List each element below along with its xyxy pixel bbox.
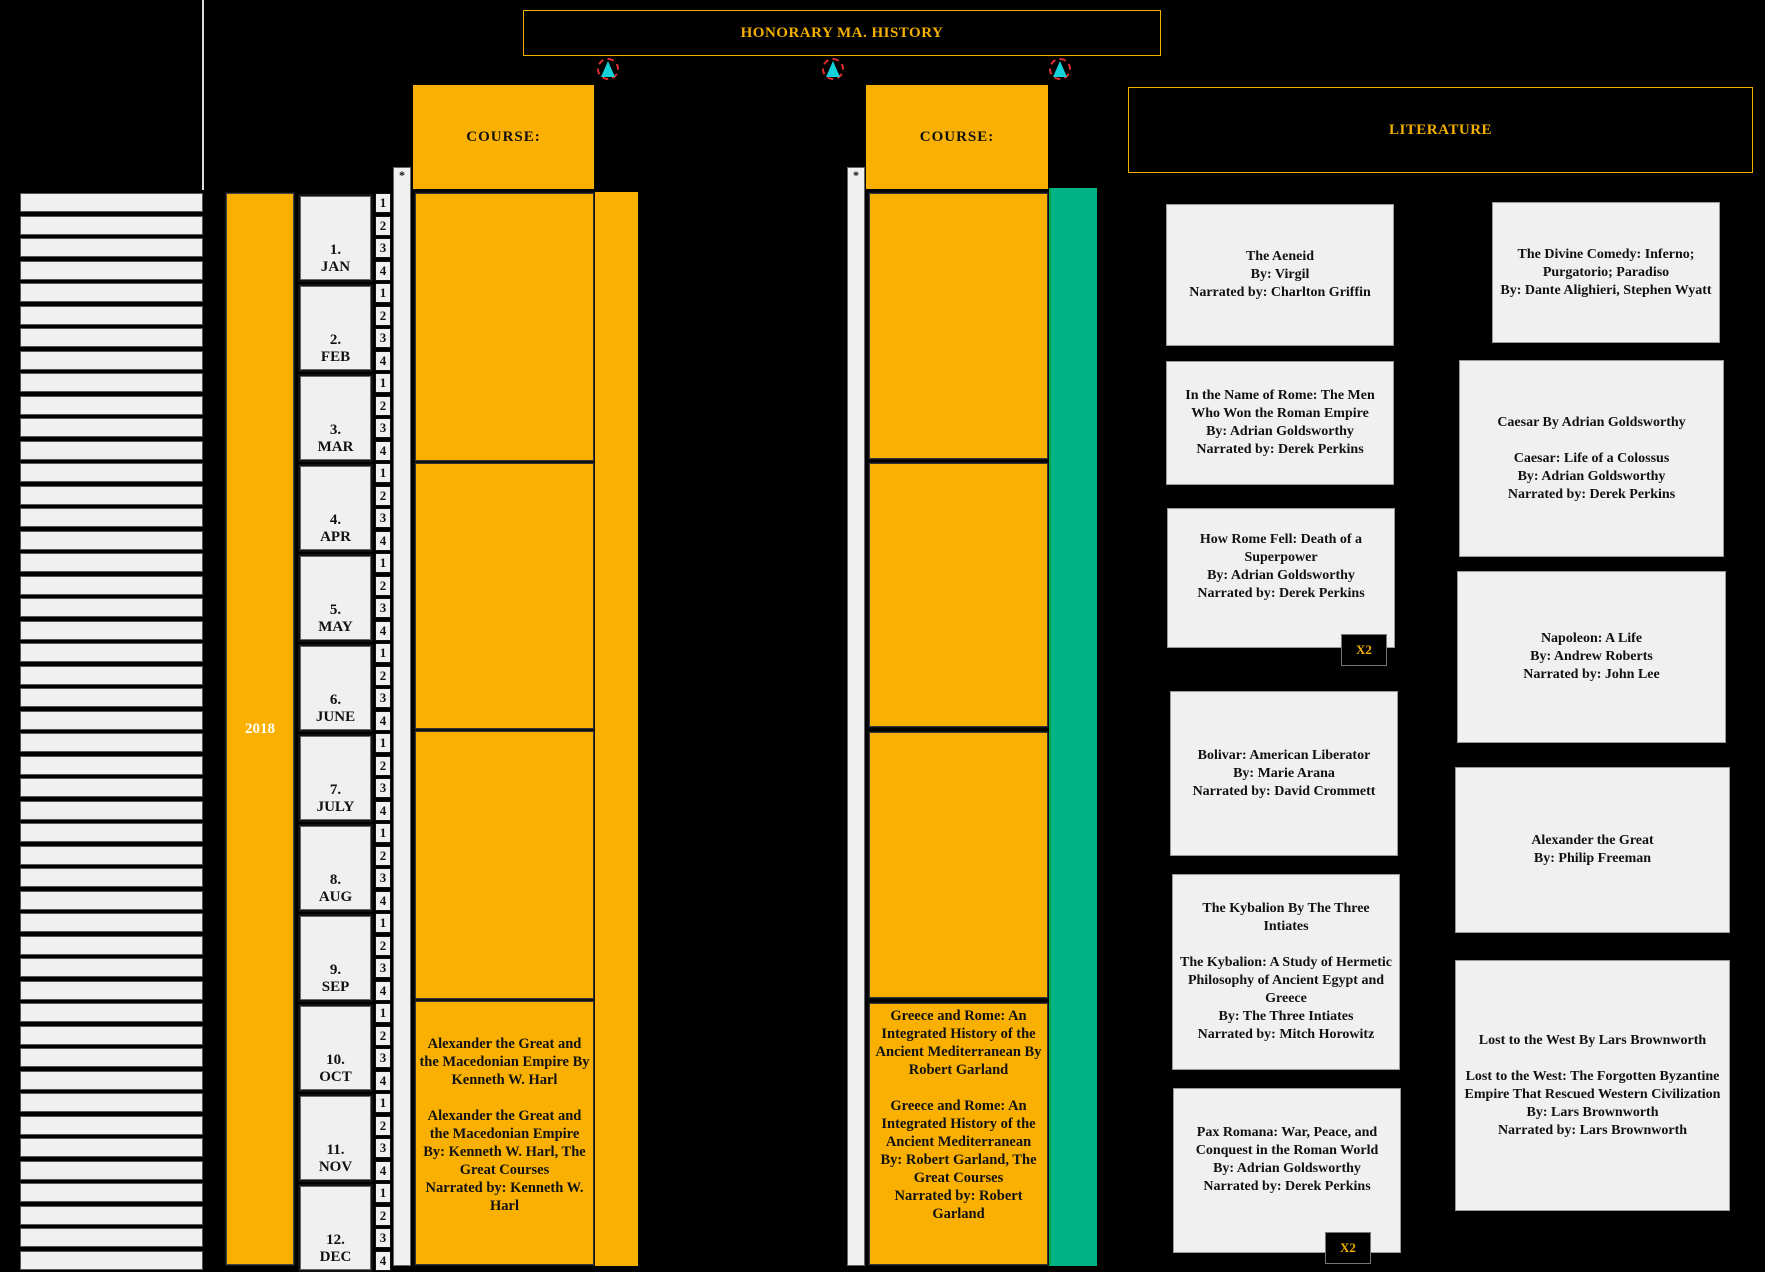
month-cell[interactable] xyxy=(298,284,373,372)
month-cell[interactable] xyxy=(298,914,373,1002)
month-name: MAY xyxy=(318,619,353,635)
course-2-entry: Greece and Rome: An Integrated History of the Ancient Mediterranean By Robert Garland Greece and Rome: An Integrated History of the Ancient Mediterranean By: Robert Garland, The Great Courses Narrated by: Robert Garland xyxy=(875,1008,1042,1222)
blank-row xyxy=(20,598,203,617)
week-cell[interactable]: 3 xyxy=(375,1138,391,1158)
blank-row xyxy=(20,531,203,550)
week-cell[interactable]: 2 xyxy=(375,396,391,416)
week-cell[interactable]: 3 xyxy=(375,958,391,978)
blank-row xyxy=(20,396,203,415)
month-number: 10. xyxy=(326,1052,345,1068)
month-number: 8. xyxy=(329,872,342,888)
week-cell[interactable]: 4 xyxy=(375,801,391,821)
month-name: APR xyxy=(320,529,351,545)
year-column xyxy=(225,192,295,1266)
week-cell[interactable]: 1 xyxy=(375,1093,391,1113)
lit-card[interactable] xyxy=(1455,767,1730,933)
blank-row xyxy=(20,891,203,910)
lit-card-text: Pax Romana: War, Peace, and Conquest in the Roman World By: Adrian Goldsworthy Narrated by: Derek Perkins xyxy=(1195,1124,1379,1194)
up-arrow-icon[interactable] xyxy=(1049,58,1071,80)
lit-card[interactable] xyxy=(1170,691,1398,856)
month-cell[interactable] xyxy=(298,464,373,552)
blank-row xyxy=(20,576,203,595)
lit-card-text: Napoleon: A Life By: Andrew Roberts Narrated by: John Lee xyxy=(1523,631,1660,682)
week-cell[interactable]: 1 xyxy=(375,823,391,843)
blank-row xyxy=(20,823,203,842)
course-heading-2: COURSE: xyxy=(865,84,1049,190)
week-cell[interactable]: 3 xyxy=(375,778,391,798)
blank-row xyxy=(20,981,203,1000)
week-cell[interactable]: 2 xyxy=(375,1206,391,1226)
month-number: 5. xyxy=(329,602,342,618)
week-cell[interactable]: 4 xyxy=(375,1161,391,1181)
lit-card-text: The Aeneid By: Virgil Narrated by: Charlton Griffin xyxy=(1189,249,1371,300)
year-label: 2018 xyxy=(245,720,275,737)
week-cell[interactable]: 4 xyxy=(375,261,391,281)
course-2-teal-strip xyxy=(1049,188,1097,1266)
blank-row xyxy=(20,216,203,235)
week-cell[interactable]: 4 xyxy=(375,1251,391,1271)
week-cell[interactable]: 2 xyxy=(375,756,391,776)
course-2-block-4[interactable] xyxy=(868,1002,1049,1266)
blank-row xyxy=(20,238,203,257)
week-cell[interactable]: 1 xyxy=(375,733,391,753)
lit-card[interactable] xyxy=(1167,508,1395,648)
week-cell[interactable]: 4 xyxy=(375,531,391,551)
marker-1: * xyxy=(399,168,405,182)
week-cell[interactable]: 1 xyxy=(375,913,391,933)
literature-heading: LITERATURE xyxy=(1128,87,1753,173)
blank-row xyxy=(20,733,203,752)
week-cell[interactable]: 3 xyxy=(375,508,391,528)
blank-row xyxy=(20,936,203,955)
month-cell[interactable] xyxy=(298,374,373,462)
blank-row xyxy=(20,913,203,932)
blank-row xyxy=(20,1251,203,1270)
blank-row xyxy=(20,1048,203,1067)
week-cell[interactable]: 2 xyxy=(375,576,391,596)
week-cell[interactable]: 2 xyxy=(375,306,391,326)
month-number: 4. xyxy=(329,512,342,528)
month-number: 7. xyxy=(329,782,342,798)
lit-card-text: The Divine Comedy: Inferno; Purgatorio; Paradiso By: Dante Alighieri, Stephen Wyatt xyxy=(1500,246,1712,298)
month-cell[interactable] xyxy=(298,1094,373,1182)
week-cell[interactable]: 4 xyxy=(375,981,391,1001)
blank-row xyxy=(20,351,203,370)
blank-row xyxy=(20,418,203,437)
blank-row xyxy=(20,756,203,775)
count-badge: X2 xyxy=(1325,1232,1371,1264)
blank-row xyxy=(20,778,203,797)
month-number: 11. xyxy=(326,1142,345,1158)
week-cell[interactable]: 1 xyxy=(375,193,391,213)
week-cell[interactable]: 1 xyxy=(375,643,391,663)
blank-row xyxy=(20,666,203,685)
blank-row xyxy=(20,868,203,887)
week-cell[interactable]: 3 xyxy=(375,238,391,258)
week-cell[interactable]: 3 xyxy=(375,688,391,708)
lit-card[interactable] xyxy=(1173,1088,1401,1253)
week-cell[interactable]: 2 xyxy=(375,1116,391,1136)
blank-row xyxy=(20,1206,203,1225)
blank-row xyxy=(20,1071,203,1090)
blank-row xyxy=(20,1003,203,1022)
month-number: 2. xyxy=(329,332,342,348)
lit-card-text: Alexander the Great By: Philip Freeman xyxy=(1531,833,1654,866)
blank-row xyxy=(20,463,203,482)
month-name: AUG xyxy=(318,889,353,905)
blank-row xyxy=(20,306,203,325)
course-2-block-3[interactable] xyxy=(868,731,1049,999)
blank-row xyxy=(20,1228,203,1247)
blank-row xyxy=(20,508,203,527)
count-badge: X2 xyxy=(1341,634,1387,666)
blank-row xyxy=(20,553,203,572)
week-cell[interactable]: 1 xyxy=(375,553,391,573)
lit-card-text: In the Name of Rome: The Men Who Won the Roman Empire By: Adrian Goldsworthy Narrated by: Derek Perkins xyxy=(1185,388,1375,457)
week-cell[interactable]: 1 xyxy=(375,463,391,483)
up-arrow-icon[interactable] xyxy=(822,58,844,80)
lit-card[interactable] xyxy=(1172,874,1400,1070)
lit-card-text: How Rome Fell: Death of a Superpower By: Adrian Goldsworthy Narrated by: Derek Perkins xyxy=(1197,532,1365,601)
week-cell[interactable]: 4 xyxy=(375,891,391,911)
week-cell[interactable]: 2 xyxy=(375,486,391,506)
week-cell[interactable]: 3 xyxy=(375,418,391,438)
course-heading-1: COURSE: xyxy=(412,84,595,190)
week-cell[interactable]: 2 xyxy=(375,666,391,686)
month-name: JAN xyxy=(320,259,351,275)
blank-row xyxy=(20,711,203,730)
week-cell[interactable]: 4 xyxy=(375,441,391,461)
blank-row xyxy=(20,1116,203,1135)
month-cell[interactable] xyxy=(298,644,373,732)
lit-card[interactable] xyxy=(1492,202,1720,343)
course-1-block-3[interactable] xyxy=(414,730,595,1000)
month-cell[interactable] xyxy=(298,194,373,282)
blank-row xyxy=(20,801,203,820)
week-cell[interactable]: 3 xyxy=(375,598,391,618)
blank-row xyxy=(20,688,203,707)
month-cell[interactable] xyxy=(298,824,373,912)
blank-row xyxy=(20,621,203,640)
blank-row xyxy=(20,958,203,977)
lit-card-text: Caesar By Adrian Goldsworthy Caesar: Life of a Colossus By: Adrian Goldsworthy Narrated by: Derek Perkins xyxy=(1497,414,1686,502)
month-name: OCT xyxy=(319,1069,352,1085)
up-arrow-icon[interactable] xyxy=(597,58,619,80)
lit-card[interactable] xyxy=(1166,204,1394,346)
lit-card[interactable] xyxy=(1166,361,1394,485)
week-cell[interactable]: 1 xyxy=(375,283,391,303)
month-number: 3. xyxy=(329,422,342,438)
course-1-block-2[interactable] xyxy=(414,462,595,730)
lit-card-text: The Kybalion By The Three Intiates The Kybalion: A Study of Hermetic Philosophy of Ancient Egypt and Greece By: The Three Intiates Narrated by: Mitch Horowitz xyxy=(1180,901,1392,1042)
lit-card[interactable] xyxy=(1457,571,1726,743)
week-cell[interactable]: 3 xyxy=(375,328,391,348)
month-name: DEC xyxy=(319,1249,352,1265)
week-cell[interactable]: 1 xyxy=(375,1183,391,1203)
narrow-column-2 xyxy=(847,167,865,1266)
blank-row xyxy=(20,1161,203,1180)
left-divider xyxy=(202,0,204,190)
blank-row xyxy=(20,1183,203,1202)
week-cell[interactable]: 2 xyxy=(375,1026,391,1046)
blank-row xyxy=(20,261,203,280)
blank-row xyxy=(20,441,203,460)
blank-row xyxy=(20,1026,203,1045)
blank-row xyxy=(20,1093,203,1112)
month-name: FEB xyxy=(320,349,351,365)
course-2-block-1[interactable] xyxy=(868,192,1049,460)
week-cell[interactable]: 3 xyxy=(375,1048,391,1068)
month-number: 12. xyxy=(326,1232,345,1248)
week-cell[interactable]: 2 xyxy=(375,846,391,866)
lit-card-text: Lost to the West By Lars Brownworth Lost to the West: The Forgotten Byzantine Empire That Rescued Western Civilization By: Lars Brownworth Narrated by: Lars Brownworth xyxy=(1464,1032,1721,1138)
week-cell[interactable]: 4 xyxy=(375,1071,391,1091)
blank-row xyxy=(20,283,203,302)
month-cell[interactable] xyxy=(298,734,373,822)
page-title: HONORARY MA. HISTORY xyxy=(523,10,1161,56)
week-cell[interactable]: 4 xyxy=(375,711,391,731)
blank-row xyxy=(20,328,203,347)
marker-2: * xyxy=(853,168,859,182)
month-cell[interactable] xyxy=(298,554,373,642)
lit-card[interactable] xyxy=(1455,960,1730,1211)
month-name: SEP xyxy=(321,979,350,995)
week-cell[interactable]: 1 xyxy=(375,1003,391,1023)
course-1-entry: Alexander the Great and the Macedonian Empire By Kenneth W. Harl Alexander the Great and the Macedonian Empire By: Kenneth W. Harl, The Great Courses Narrated by: Kenneth W. Harl xyxy=(419,1036,590,1214)
course-1-side-strip xyxy=(595,192,638,1266)
course-1-block-4[interactable] xyxy=(414,1000,595,1266)
lit-card-text: Bolivar: American Liberator By: Marie Arana Narrated by: David Crommett xyxy=(1192,747,1376,799)
week-cell[interactable]: 2 xyxy=(375,216,391,236)
week-cell[interactable]: 1 xyxy=(375,373,391,393)
week-cell[interactable]: 4 xyxy=(375,351,391,371)
blank-row xyxy=(20,846,203,865)
blank-row xyxy=(20,486,203,505)
week-cell[interactable]: 3 xyxy=(375,1228,391,1248)
month-number: 6. xyxy=(329,692,342,708)
month-name: NOV xyxy=(318,1159,353,1175)
lit-card[interactable] xyxy=(1459,360,1724,557)
week-cell[interactable]: 4 xyxy=(375,621,391,641)
month-number: 9. xyxy=(329,962,342,978)
narrow-column-1 xyxy=(393,167,411,1266)
month-cell[interactable] xyxy=(298,1004,373,1092)
month-number: 1. xyxy=(329,242,342,258)
blank-row xyxy=(20,643,203,662)
course-1-block-1[interactable] xyxy=(414,192,595,462)
blank-row xyxy=(20,193,203,212)
week-cell[interactable]: 3 xyxy=(375,868,391,888)
month-name: JULY xyxy=(316,799,355,815)
week-cell[interactable]: 2 xyxy=(375,936,391,956)
month-cell[interactable] xyxy=(298,1184,373,1272)
course-2-block-2[interactable] xyxy=(868,462,1049,728)
month-name: JUNE xyxy=(315,709,356,725)
blank-row xyxy=(20,373,203,392)
month-name: MAR xyxy=(317,439,354,455)
blank-row xyxy=(20,1138,203,1157)
